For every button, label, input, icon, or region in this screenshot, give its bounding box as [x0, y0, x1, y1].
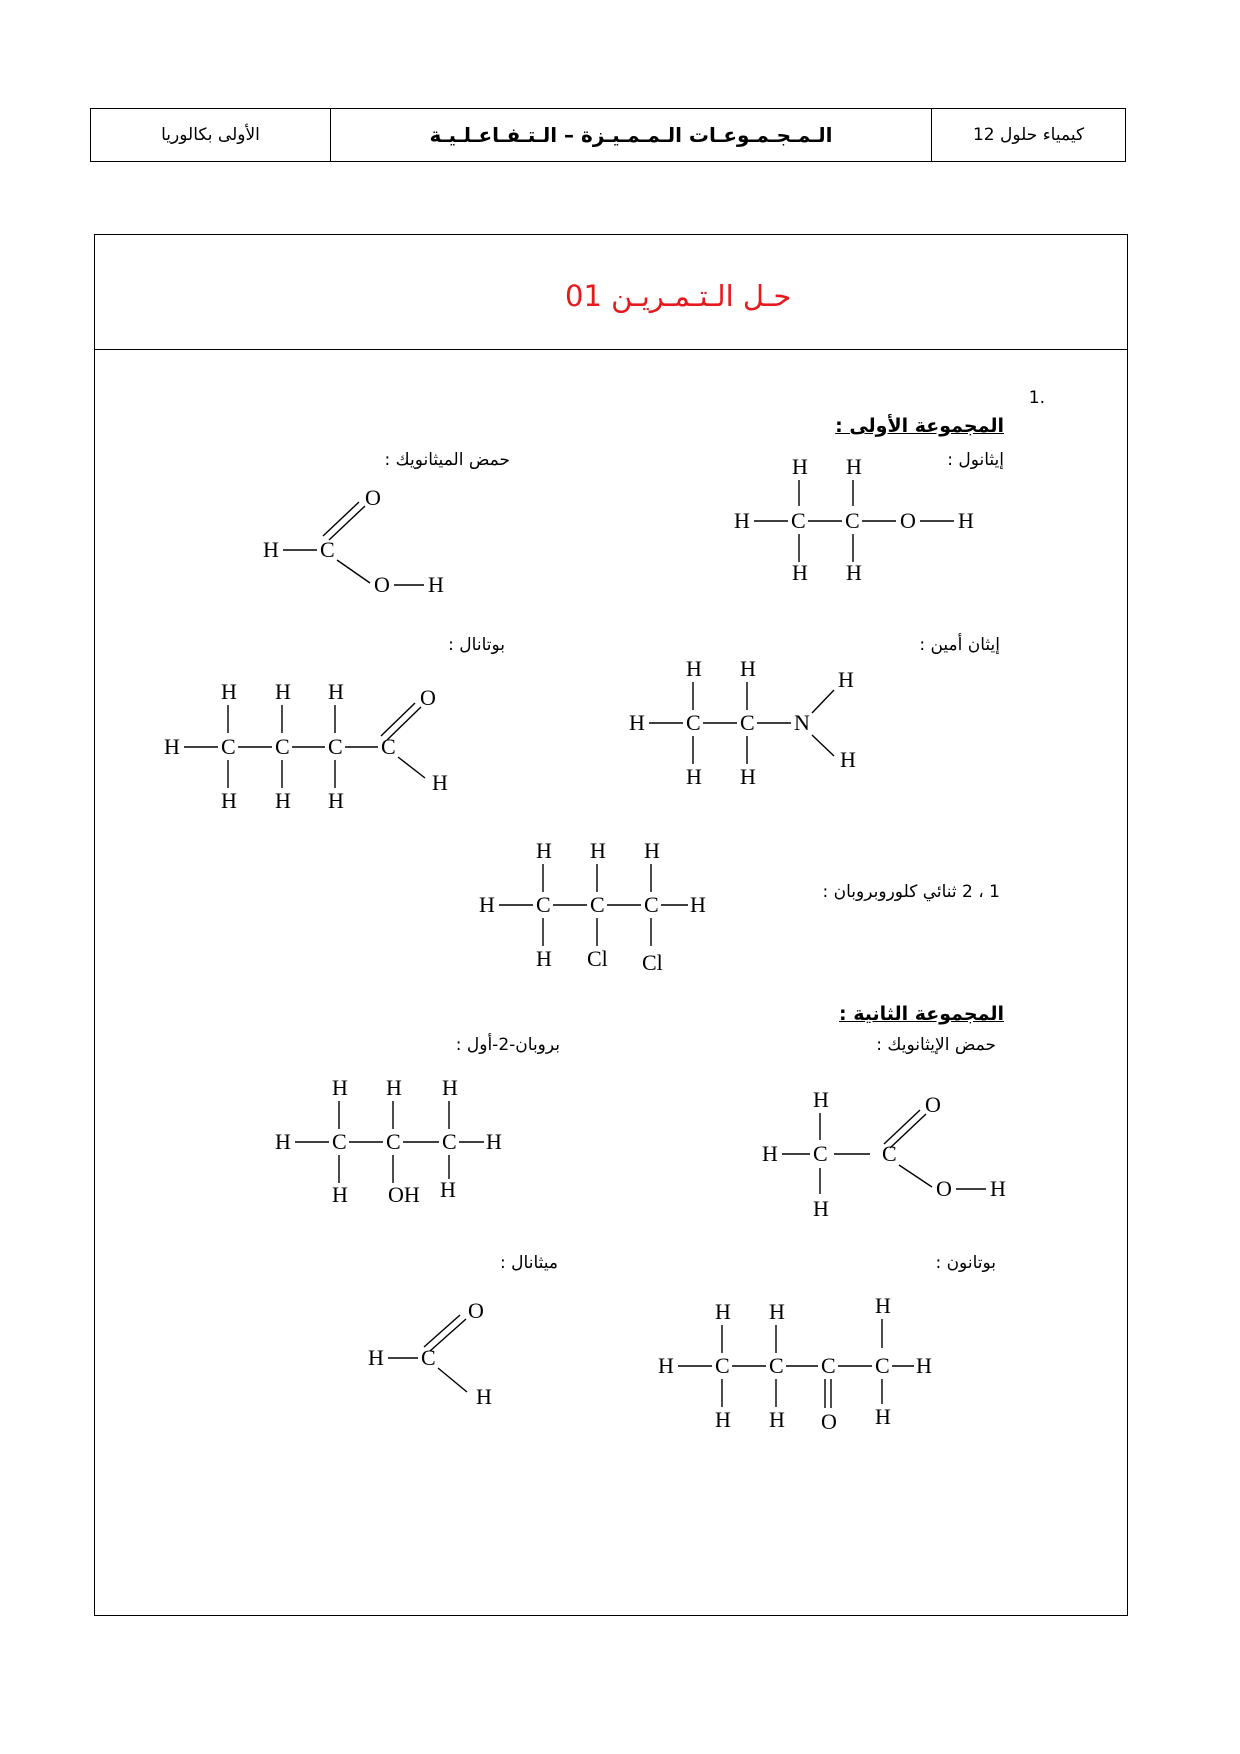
- atom-symbol: H: [536, 946, 552, 971]
- atom-symbol: H: [715, 1407, 731, 1432]
- chemical-bond: [381, 703, 415, 736]
- atom-symbol: C: [590, 892, 605, 917]
- atom-symbol: H: [769, 1407, 785, 1432]
- chemical-bond: [812, 735, 834, 756]
- atom-symbol: H: [658, 1353, 674, 1378]
- ethanoic-acid-structure: [762, 1087, 1006, 1221]
- chemical-bond: [323, 502, 359, 536]
- ethanamine-structure: [629, 656, 856, 789]
- atom-symbol: H: [686, 764, 702, 789]
- header-course: كيمياء حلول 12: [972, 125, 1085, 145]
- atom-symbol: H: [328, 788, 344, 813]
- atom-symbol: H: [486, 1129, 502, 1154]
- atom-symbol: O: [925, 1092, 941, 1117]
- propan2ol-label: بروبان-2-أول :: [455, 1035, 560, 1055]
- exercise-title: حـل الـتـمـريـن 01: [565, 279, 792, 313]
- atom-symbol: H: [840, 747, 856, 772]
- atom-symbol: O: [936, 1176, 952, 1201]
- atom-symbol: H: [792, 560, 808, 585]
- atom-symbol: C: [332, 1129, 347, 1154]
- atom-symbol: C: [536, 892, 551, 917]
- atom-symbol: H: [221, 679, 237, 704]
- ethanol-structure: [734, 454, 974, 585]
- atom-symbol: C: [275, 734, 290, 759]
- methanal-label: ميثانال :: [500, 1253, 558, 1273]
- chemical-bond: [424, 1315, 460, 1347]
- atom-symbol: H: [734, 508, 750, 533]
- atom-symbol: H: [428, 572, 444, 597]
- ethanoic-acid-label: حمض الإيثانويك :: [876, 1035, 996, 1055]
- atom-symbol: H: [715, 1299, 731, 1324]
- atom-symbol: H: [479, 892, 495, 917]
- atom-symbol: Cl: [587, 946, 608, 971]
- atom-symbol: N: [794, 710, 810, 735]
- atom-symbol: H: [275, 1129, 291, 1154]
- atom-symbol: H: [813, 1196, 829, 1221]
- methanoic-acid-label: حمض الميثانويك :: [384, 450, 510, 470]
- atom-symbol: H: [432, 770, 448, 795]
- atom-symbol: C: [328, 734, 343, 759]
- atom-symbol: H: [762, 1141, 778, 1166]
- item-number: .1: [1028, 388, 1045, 408]
- header-level: الأولى بكالوريا: [91, 109, 331, 161]
- atom-symbol: H: [629, 710, 645, 735]
- atom-symbol: H: [275, 679, 291, 704]
- atom-symbol: H: [590, 838, 606, 863]
- chemical-bond: [899, 1165, 932, 1187]
- atom-symbol: H: [328, 679, 344, 704]
- butanal-structure: [164, 679, 448, 813]
- atom-symbol: O: [468, 1298, 484, 1323]
- butanone-label: بوتانون :: [935, 1253, 996, 1273]
- atom-symbol: OH: [388, 1182, 420, 1207]
- chemical-bond: [884, 1110, 920, 1144]
- atom-symbol: H: [958, 508, 974, 533]
- atom-symbol: C: [386, 1129, 401, 1154]
- atom-symbol: O: [900, 508, 916, 533]
- atom-symbol: H: [846, 560, 862, 585]
- atom-symbol: C: [821, 1353, 836, 1378]
- atom-symbol: H: [846, 454, 862, 479]
- atom-symbol: C: [644, 892, 659, 917]
- chemical-bond: [398, 757, 425, 778]
- atom-symbol: O: [420, 685, 436, 710]
- butanone-structure: [658, 1293, 932, 1434]
- atom-symbol: C: [769, 1353, 784, 1378]
- methanal-structure: [368, 1298, 492, 1409]
- atom-symbol: C: [875, 1353, 890, 1378]
- ethanol-label: إيثانول :: [947, 450, 1004, 470]
- ethanamine-label: إيثان أمين :: [919, 635, 1000, 655]
- methanoic-acid-structure: [263, 485, 444, 597]
- dichloropropane-label: 1 ، 2 ثنائي كلوروبروبان :: [822, 882, 1000, 902]
- atom-symbol: H: [813, 1087, 829, 1112]
- atom-symbol: H: [332, 1182, 348, 1207]
- atom-symbol: H: [769, 1299, 785, 1324]
- dichloropropane-structure: [479, 838, 706, 975]
- atom-symbol: H: [164, 734, 180, 759]
- atom-symbol: C: [221, 734, 236, 759]
- atom-symbol: O: [365, 485, 381, 510]
- atom-symbol: C: [740, 710, 755, 735]
- chemical-bond: [812, 690, 834, 713]
- atom-symbol: O: [374, 572, 390, 597]
- atom-symbol: H: [275, 788, 291, 813]
- atom-symbol: C: [320, 537, 335, 562]
- atom-symbol: H: [740, 656, 756, 681]
- atom-symbol: C: [715, 1353, 730, 1378]
- atom-symbol: H: [990, 1176, 1006, 1201]
- group2-heading: المجموعة الثانية :: [838, 1003, 1004, 1025]
- atom-symbol: H: [386, 1075, 402, 1100]
- atom-symbol: C: [882, 1141, 897, 1166]
- atom-symbol: H: [916, 1353, 932, 1378]
- atom-symbol: H: [536, 838, 552, 863]
- atom-symbol: O: [821, 1409, 837, 1434]
- atom-symbol: H: [792, 454, 808, 479]
- atom-symbol: H: [690, 892, 706, 917]
- atom-symbol: H: [332, 1075, 348, 1100]
- atom-symbol: H: [838, 667, 854, 692]
- atom-symbol: H: [263, 537, 279, 562]
- atom-symbol: C: [686, 710, 701, 735]
- atom-symbol: H: [368, 1345, 384, 1370]
- atom-symbol: H: [476, 1384, 492, 1409]
- group1-heading: المجموعة الأولى :: [835, 415, 1004, 437]
- chemical-bond: [337, 560, 370, 583]
- butanal-label: بوتانال :: [448, 635, 505, 655]
- atom-symbol: C: [421, 1345, 436, 1370]
- atom-symbol: C: [845, 508, 860, 533]
- atom-symbol: H: [221, 788, 237, 813]
- atom-symbol: H: [875, 1404, 891, 1429]
- atom-symbol: H: [686, 656, 702, 681]
- atom-symbol: H: [740, 764, 756, 789]
- chemical-bond: [329, 506, 365, 540]
- header-title: الـمـجـمـوعـات الـمـمـيـزة – الـتـفـاعـلـيـة: [331, 109, 932, 161]
- atom-symbol: C: [791, 508, 806, 533]
- atom-symbol: C: [442, 1129, 457, 1154]
- atom-symbol: C: [381, 734, 396, 759]
- propan2ol-structure: [275, 1075, 502, 1207]
- atom-symbol: H: [644, 838, 660, 863]
- atom-symbol: Cl: [642, 950, 663, 975]
- atom-symbol: C: [813, 1141, 828, 1166]
- atom-symbol: H: [440, 1177, 456, 1202]
- atom-symbol: H: [442, 1075, 458, 1100]
- chemical-bond: [438, 1368, 467, 1392]
- atom-symbol: H: [875, 1293, 891, 1318]
